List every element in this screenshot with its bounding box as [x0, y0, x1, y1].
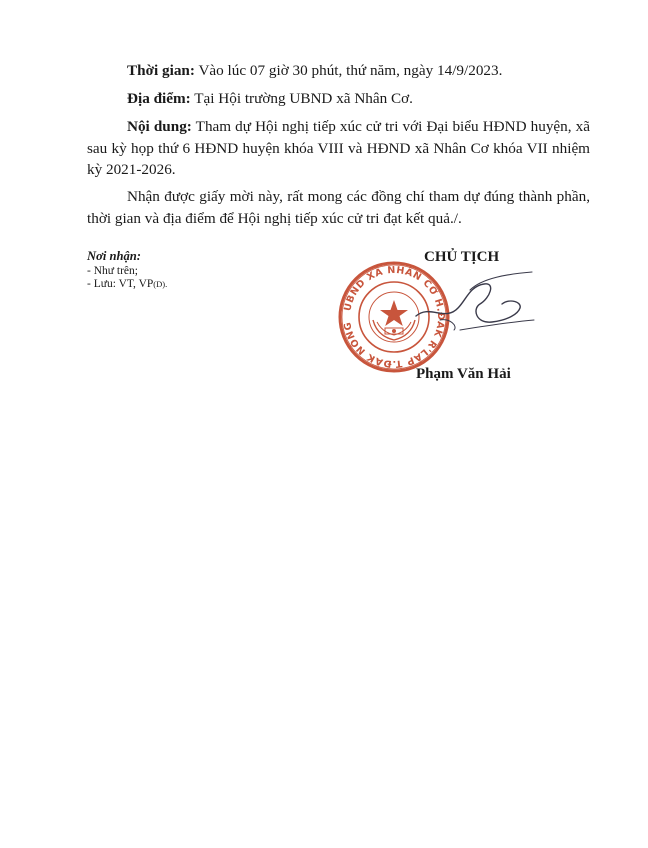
closing-text: Nhận được giấy mời này, rất mong các đồng chí tham dự đúng thành phần, thời gian và địa điểm để Hội nghị tiếp xúc cử tri đạt kết quả./. — [87, 188, 590, 227]
closing-paragraph — [87, 186, 590, 229]
archive-suffix: (D). — [153, 279, 168, 289]
content-label: Nội dung: — [127, 118, 192, 135]
recipients-block — [87, 250, 307, 292]
time-label: Thời gian: — [127, 62, 195, 79]
time-value: Vào lúc 07 giờ 30 phút, thứ năm, ngày 14/9/2023. — [194, 62, 503, 79]
archive-prefix: - Lưu: VT, VP — [87, 278, 154, 290]
recipient-line-archive — [87, 278, 307, 292]
recipients-heading: Nơi nhận: — [87, 249, 142, 263]
content-paragraph — [87, 116, 590, 181]
content-value: Tham dự Hội nghị tiếp xúc cử tri với Đại biểu HĐND huyện, xã sau kỳ họp thứ 6 HĐND huyện khóa VIII và HĐND xã Nhân Cơ khóa VII nhiệm kỳ 2021-2026. — [87, 118, 590, 178]
signer-title: CHỦ TỊCH — [424, 249, 500, 265]
time-paragraph — [87, 60, 590, 82]
place-value: Tại Hội trường UBND xã Nhân Cơ. — [190, 90, 413, 107]
seal-ring-text-path: UBND XÃ NHÂN CƠ H.ĐĂK R'LẤP T.ĐĂK NÔNG — [342, 264, 447, 370]
place-label: Địa điểm: — [127, 90, 191, 107]
handwritten-signature-icon — [410, 264, 540, 344]
signer-name: Phạm Văn Hải — [416, 366, 511, 382]
recipient-line: - Như trên; — [87, 264, 138, 277]
place-paragraph — [87, 88, 590, 110]
